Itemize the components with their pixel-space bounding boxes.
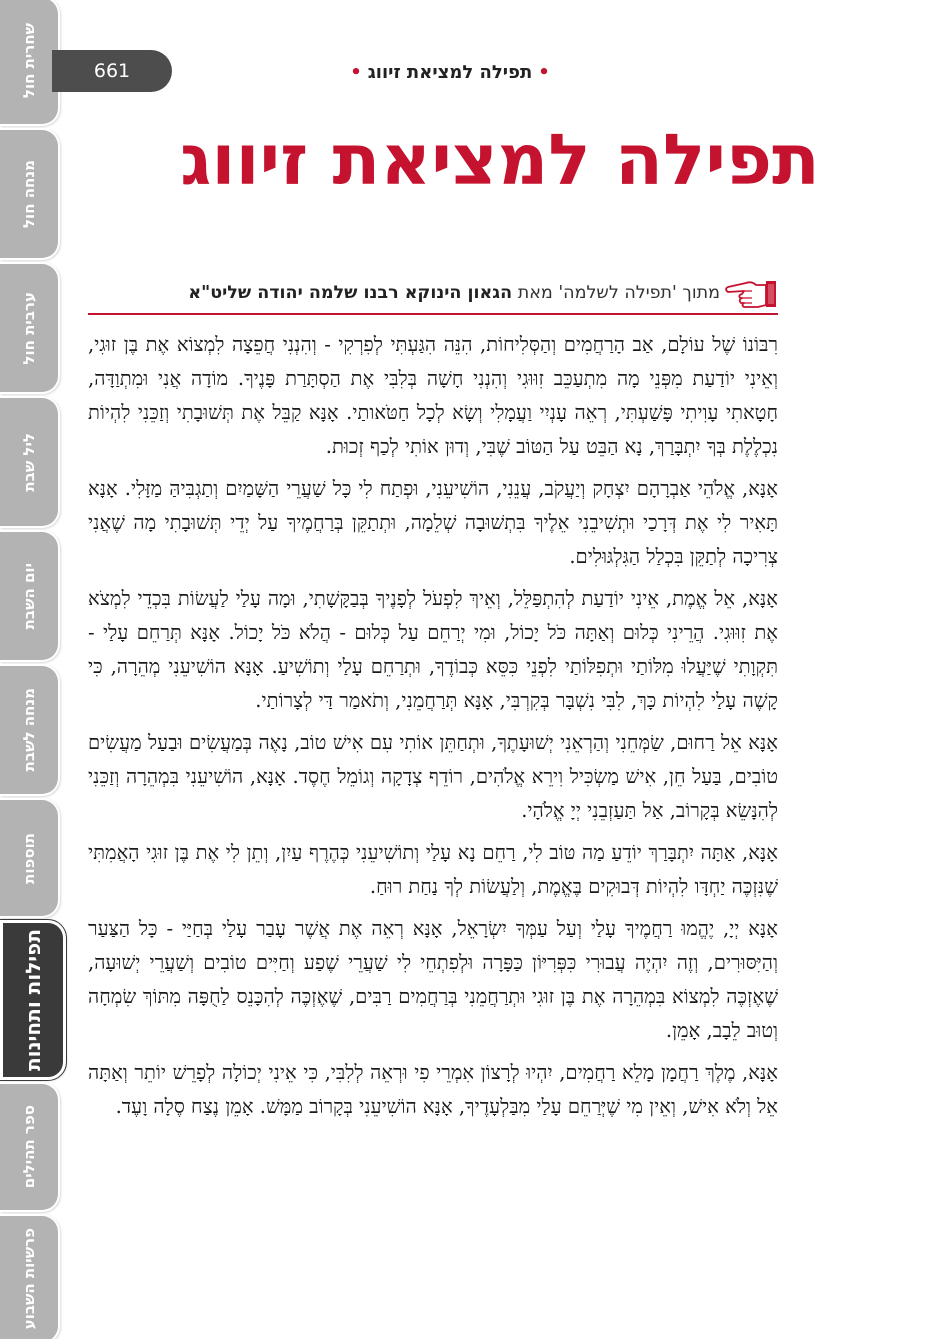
source-prefix: מתוך 'תפילה לשלמה' מאת — [517, 283, 720, 303]
running-header — [300, 62, 600, 83]
page-title: תפילה למציאת זיווג — [180, 119, 820, 201]
paragraph: אָנָּא, מֶלֶךְ רַחֲמָן מָלֵא רַחֲמִים, יִהְיוּ לְרָצוֹן אִמְרֵי פִי וּרְאֵה לְלִבִּי, כִּי אֵינִי יְכוֹלָה לְפָרֵשׁ יוֹתֵר וְאַתָּה אֵל וְלֹא אִישׁ, וְאֵין מִי שֶׁיְּרַחֵם עָלַי מִבַּלְעָדֶיךָ, אָנָּא הוֹשִׁיעֵנִי בְּקָרוֹב מַמָּשׁ. אָמֵן נֶצַח סֶלָה וָעֶד. — [88, 1061, 778, 1118]
bullet: • — [350, 62, 362, 83]
tab-shacharit-chol[interactable] — [0, 0, 60, 126]
tab-tefilot-vetechinot[interactable] — [0, 920, 66, 1080]
tab-label: יום השבת — [20, 562, 38, 630]
tab-label: ערבית חול — [20, 291, 38, 365]
tab-mincha-chol[interactable] — [0, 128, 60, 260]
paragraph: אָנָּא אֵל רַחוּם, שַׂמְּחֵנִי וְהַרְאֵנִי יְשׁוּעָתֶךָ, וּתְחַתֵּן אוֹתִי עִם אִישׁ טוֹב, נָאֶה בְּמַעֲשִׂים וּבַעַל מַעֲשִׂים טוֹבִים, בַּעַל חֵן, אִישׁ מַשְׂכִּיל וִירֵא אֱלֹהִים, רוֹדֵף צְדָקָה וְגוֹמֵל חֶסֶד. אָנָּא, הוֹשִׁיעֵנִי בִּמְהֵרָה וְזַכֵּנִי לְהִנָּשֵׂא בְּקָרוֹב, אַל תַּעַזְבֵנִי יְיָ אֱלֹהָי. — [88, 731, 778, 822]
page-number: 661 — [93, 60, 131, 82]
tab-label: ליל שבת — [20, 432, 38, 492]
side-tabs — [0, 0, 66, 1339]
divider — [88, 313, 778, 315]
tab-label: שחרית חול — [20, 23, 38, 99]
paragraph: אָנָּא, אֵל אֱמֶת, אֵינִי יוֹדַעַת לְהִתְפַּלֵּל, וְאֵיךְ לִפְעֹל לְפָנֶיךָ בְּבַקָּשָׁתִי, וּמָה עָלַי לַעֲשׂוֹת בִּכְדֵי לִמְצֹא אֶת זִוּוּגִי. הֲרֵינִי כְּלוּם וְאַתָּה כֹּל יָכוֹל, וּמִי יְרַחֵם עַל כְּלוּם - הֲלֹא כֹּל יָכוֹל. אָנָּא תְּרַחֵם עָלַי - תִּקְוָתִי שֶׁיַּעֲלוּ מִלּוֹתַי וּתְפִלּוֹתַי לִפְנֵי כִּסֵּא כְּבוֹדֶךָ, וּתְרַחֵם עָלַי וְתוֹשִׁיעַ. אָנָּא הוֹשִׁיעֵנִי מְהֵרָה, כִּי קָשֶׁה עָלַי לִהְיוֹת כָּךְ, לִבִּי נִשְׁבָּר בְּקִרְבִּי, אָנָּא תְּרַחֲמֵנִי, וְתֹאמַר דַּי לְצָרוֹתַי. — [88, 587, 778, 712]
source-author: הגאון הינוקא רבנו שלמה יהודה שליט"א — [188, 283, 513, 303]
tab-arvit-chol[interactable] — [0, 262, 60, 394]
tab-label: ספר תהילים — [20, 1105, 38, 1189]
paragraph: אָנָּא, אַתָּה יִתְבָּרַךְ יוֹדֵעַ מַה טּוֹב לִי, רַחֵם נָא עָלַי וְתוֹשִׁיעֵנִי כְּהֶרֶף עַיִן, וְתֵן לִי אֶת בֶּן זוּגִי הָאֲמִתִּי שֶׁנִּזְכֶּה יַחְדָּו לִהְיוֹת דְּבוּקִים בֶּאֱמֶת, וְלַעֲשׂוֹת לְךָ נַחַת רוּחַ. — [88, 841, 778, 898]
bullet: • — [538, 62, 550, 83]
tab-parshiyot-hashavua[interactable] — [0, 1214, 60, 1339]
page-number-badge — [52, 50, 172, 92]
tab-mincha-shabbat[interactable] — [0, 664, 60, 796]
prayer-body — [88, 328, 778, 1132]
tab-label: מנחה חול — [20, 159, 38, 228]
paragraph: אָנָּא יְיָ, יֶהֱמוּ רַחֲמֶיךָ עָלַי וְעַל עַמְּךָ יִשְׂרָאֵל, אָנָּא רְאֵה אֶת אֲשֶׁר עָבַר עָלַי בְּחַיַּי - כָּל הַצַּעַר וְהַיִּסּוּרִים, וְזֶה יִהְיֶה עֲבוּרִי כִּפְּרִיּוֹן כַּפָּרָה וּלְפִתְחֵי לִי שַׁעֲרֵי שֶׁפַע וְחַיִּים טוֹבִים וְשַׁעֲרֵי יְשׁוּעָה, שֶׁאֶזְכֶּה לִמְצוֹא בִּמְהֵרָה אֶת בֶּן זוּגִי וּתְרַחֲמֵנִי בְּרַחֲמִים רַבִּים, שֶׁאֶזְכֶּה לְהִכָּנֵס לַחֻפָּה מִתּוֹךְ שִׂמְחָה וְטוּב לֵבָב, אָמֵן. — [88, 917, 778, 1042]
paragraph: אָנָּא, אֱלֹהֵי אַבְרָהָם יִצְחָק וְיַעֲקֹב, עֲנֵנִי, הוֹשִׁיעֵנִי, וּפְתַח לִי כָּל שַׁעֲרֵי הַשָּׁמַיִם וְתַגְבִּיהַּ מַזָּלִי. אָנָּא תָּאִיר לִי אֶת דְּרָכַי וּתְשִׁיבֵנִי אֵלֶיךָ בִּתְשׁוּבָה שְׁלֵמָה, וּתְתַקֵּן בְּרַחֲמֶיךָ עַל יְדֵי תְּשׁוּבָתִי מָה שֶׁאֲנִי צְרִיכָה לְתַקֵּן בִּכְלַל הַגִּלְגּוּלִים. — [88, 477, 778, 568]
tab-leil-shabbat[interactable] — [0, 396, 60, 528]
tab-label: מנחה לשבת — [20, 688, 38, 772]
tab-sefer-tehilim[interactable] — [0, 1082, 60, 1212]
tab-yom-hashabbat[interactable] — [0, 530, 60, 662]
tab-label: תפילות ותחינות — [21, 928, 45, 1072]
tab-label: פרשיות השבוע — [20, 1228, 38, 1330]
source-attribution — [88, 283, 720, 313]
tab-label: תוספות — [20, 832, 38, 884]
pointing-hand-icon — [722, 277, 778, 311]
tab-tosafot[interactable] — [0, 798, 60, 918]
paragraph: רִבּוֹנוֹ שֶׁל עוֹלָם, אַב הָרַחֲמִים וְהַסְּלִיחוֹת, הִנֵּה הִגַּעְתִּי לְפִרְקִי - וְהִנְנִי חֲפֵצָה לִמְצוֹא אֶת בֶּן זוּגִי, וְאֵינִי יוֹדַעַת מִפְּנֵי מָה מִתְעַכֵּב זִוּוּגִי וְהִנְנִי חָשָׁה בְּלִבִּי אֶת הַסְתָּרַת פָּנֶיךָ. מוֹדָה אֲנִי וּמִתְוַדָּה, חָטָאתִי עָוִיתִי פָּשַׁעְתִּי, רְאֵה עָנְיִי וַעֲמָלִי וְשָׂא לְכָל חַטֹּאותַי. אָנָּא קַבֵּל אֶת תְּשׁוּבָתִי וְזַכֵּנִי לִהְיוֹת נִכְלֶלֶת בְּךָ יִתְבָּרַךְ, נָא הַבֵּט עַל הַטּוֹב שֶׁבִּי, וְדוּן אוֹתִי לְכַף זְכוּת. — [88, 333, 778, 458]
running-header-text: תפילה למציאת זיווג — [367, 62, 533, 83]
